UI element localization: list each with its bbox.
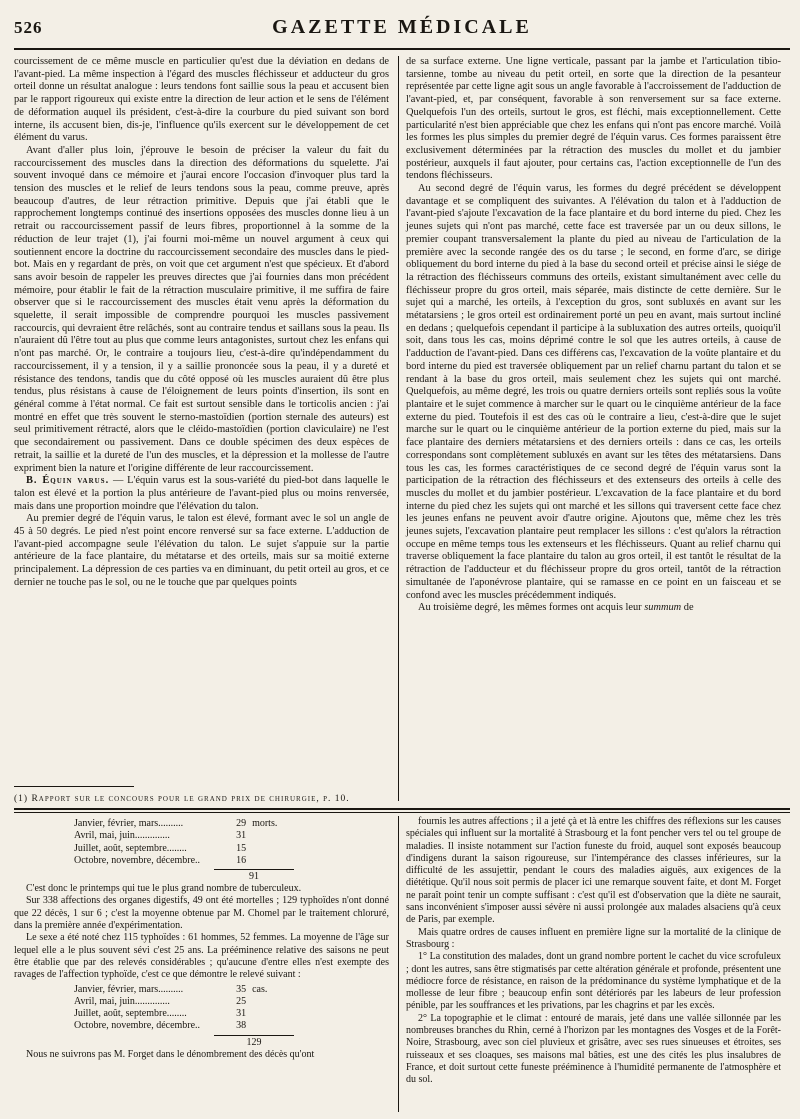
table-cell-label: Avril, mai, juin.............. (74, 830, 170, 842)
table-cell-label: Octobre, novembre, décembre.. (74, 854, 201, 866)
bottom-section (14, 816, 790, 1112)
table-cell-value: 25 (236, 995, 247, 1007)
page-header (14, 8, 790, 48)
table-cell-suffix (252, 855, 283, 867)
left-paragraph-1: courcissement de ce même muscle en particulier qu'est due la déviation en dedans de l'avant-pied. La même inspection à l'égard des muscles fléchisseur et adducteur du gros orteil donne un résultat analogue : leurs tendons font saillie sous la peau et accusent bien par le rapport rigoureux qui existe entre la direction de leur action et le sens de l'élément de déformation auquel ils président, c'est-à-dire la courbure du pied suivant son bord interne, ils accusent bien, dis-je, l'influence qu'ils exercent sur le développement de cet élément du varus. (14, 56, 389, 144)
table-cell-suffix: cas. (252, 983, 268, 995)
typhoid-table (74, 984, 273, 1033)
table-row (74, 1020, 273, 1032)
table-cell-label: Janvier, février, mars.......... (74, 983, 184, 995)
table-cell-suffix (252, 996, 273, 1008)
table-cell-value: 35 (236, 983, 247, 995)
right-end-italic: summum (644, 602, 682, 614)
mortality-total: 91 (214, 869, 294, 883)
section-b-heading: B. Équin varus. (26, 475, 110, 487)
bottom-left-paragraph-4: Nous ne suivrons pas M. Forget dans le dénombrement des décès qu'ont (26, 1048, 315, 1060)
table-row (74, 830, 283, 842)
bottom-left-paragraph-1: C'est donc le printemps qui tue le plus grand nombre de tuberculeux. (26, 883, 302, 895)
bottom-left-column (14, 816, 389, 1061)
right-end-text: Au troisième degré, les mêmes formes ont acquis leur (418, 602, 645, 614)
table-cell-value: 29 (236, 818, 247, 829)
table-cell-label: Janvier, février, mars.......... (74, 818, 184, 829)
header-rule (14, 48, 790, 50)
bottom-right-paragraph-4: 2° La topographie et le climat : entouré de marais, jeté dans une vallée sillonnée par les nombreuses branches du Rhin, cerné à l'horizon par les montagnes des Vosges et de la Forêt-Noire, Strasbourg, avec son ciel pluvieux et grisâtre, avec ses rues sinueuses et étroites, ses ruisseaux et ses cloaques, ses maisons mal bâties, est une des cités les plus insalubres de France, et doit surtout cette funeste prééminence à l'humidité permanente de l'atmosphère et du sol. (406, 1012, 781, 1086)
bottom-right-paragraph-3: 1° La constitution des malades, dont un grand nombre portent le cachet du vice scrofuleux ; dont les autres, sans être stigmatisés par cette altération générale et profonde, présentent une médiocre force de résistance, en raison de la prédominance du système lymphatique et de la mollesse de leur fibre ; beaucoup enfin sont détériorés par les labeurs de leur profession pénible, par les souffrances et les privations, par les chagrins et par les excès. (406, 951, 781, 1012)
bottom-left-paragraph-2: Sur 338 affections des organes digestifs, 49 ont été mortelles ; 129 typhoïdes n'ont donné que 22 décès, 1 sur 6 ; c'est la moyenne obtenue par M. Chomel par le traitement chloruré, dans la première année d'expérimentation. (14, 895, 389, 932)
table-cell-label: Juillet, août, septembre........ (74, 842, 187, 854)
section-separator (14, 808, 790, 813)
left-paragraph-end: Au premier degré de l'équin varus, le talon est élevé, formant avec le sol un angle de 45 à 50 degrés. Le pied n'est point encore renversé sur sa face externe. L'adduction de l'avant-pied accompagne seule l'élévation du talon. Le sujet s'appuie sur la partie antérieure de la face plantaire, du métatarse et des orteils, mais sur sa moitié externe principalement. La dépression de ces parties va en diminuant, du petit orteil au gros, et ce dernier ne touche pas le sol, ou ne le touche que par quelques points (14, 513, 389, 588)
table-cell-value: 38 (236, 1020, 247, 1032)
bottom-right-column (406, 816, 781, 1087)
footnote-rule (14, 786, 134, 787)
table-cell-label: Avril, mai, juin.............. (74, 995, 170, 1007)
right-paragraph-end (406, 602, 781, 615)
journal-title: GAZETTE MÉDICALE (272, 16, 532, 38)
column-divider (398, 56, 399, 801)
section-b-text: — L'équin varus est la sous-variété du pied-bot dans laquelle le talon est élevé et la portion la plus antérieure de l'avant-pied plus ou moins renversée, mais dans une proportion moindre que l'élévation du talon. (14, 475, 389, 512)
table-cell-suffix (252, 830, 283, 842)
left-column (14, 56, 389, 590)
right-paragraph-2: Au second degré de l'équin varus, les formes du degré précédent se développent davantage et se compliquent des suivantes. A l'élévation du talon et à l'adduction de l'avant-pied s'ajoute l'excavation de la face plantaire et du bord interne du pied. Chez les jeunes sujets qui n'ont pas marché, cette face est traversée par un ou deux sillons, le premier coupant transversalement la plante du pied au niveau de l'articulation de la première avec la seconde rangée des os du tarse ; le second, en forme d'arc, se dirige obliquement du bord interne du pied à la base du second orteil et précise ainsi le siége de la rétraction des fléchisseurs communs des orteils, existant simultanément avec celle du fléchisseur propre du gros orteil, mais séparée, mais distincte de cette dernière. Sur le sujet qui a marché, les orteils, à l'exception du gros, sont subluxés en avant sur les métatarsiens ; le gros orteil est ordinairement porté un peu en avant, mais surtout incliné en dedans ; quelquefois cependant il participe à la subluxation des autres orteils, quoiqu'il soit, dans tous les cas, moins déprimé contre le sol que les autres orteils, à cause de l'adduction de l'avant-pied. Dans ces différens cas, l'excavation de la voûte plantaire et du bord interne du pied est traversée obliquement par un relief charnu partant du talon et se rendant à la base du gros orteil, mais seulement chez les sujets qui ont marché. Quelquefois, au même degré, les trois ou quatre derniers orteils sont repliés sous la voûte plantaire et le sujet commence à marcher sur le quart ou le cinquième antérieur de la face externe du pied. Toutefois il est des cas où le contraire a lieu, c'est-à-dire que le sujet marche sur le quart ou le cinquième antérieur de la portion externe du pied, mais sur la face plantaire des derniers métatarsiens et des derniers orteils : dans ce cas, les orteils correspondans sont complètement subluxés en avant sur les têtes des métatarsiens. Dans tous les cas, les formes caractéristiques de ce second degré de l'équin varus sont la participation de la rétraction des fléchisseurs et des extenseurs des orteils à celle des muscles du mollet et du jambier postérieur. L'excavation de la face plantaire et du bord interne du pied chez les sujets qui ont marché et les sillons qui traversent cette face chez les jeunes enfans ne peuvent avoir d'autre origine. Ajoutons que, même chez les très jeunes sujets, l'excavation plantaire peut remplacer les sillons : c'est qu'alors la rétraction occupe en même temps tous les extenseurs et les fléchisseurs. Quant au relief charnu qui traverse obliquement la face plantaire du talon au gros orteil, il est tantôt le résultat de la rétraction de l'adducteur et du fléchisseur propre du gros orteil, tantôt de la rétraction simultanée de l'aponévrose plantaire, qui se ramasse en ce point en un faisceau et se confond avec les muscles précédemment indiqués. (406, 183, 781, 601)
right-paragraph-1: de sa surface externe. Une ligne verticale, passant par la jambe et l'articulation tibio-tarsienne, tombe au niveau du petit orteil, en sorte que la direction de la pesanteur représentée par cette ligne agit sous un angle favorable à l'accroissement de l'adduction de l'avant-pied, et, par conséquent, favorable à son renversement sur sa face externe. Quelquefois l'un des orteils, surtout le gros, est fléchi, mais exceptionnellement. Cette particularité n'est bien appréciable que chez les enfans qui n'ont pas encore marché. Voilà les formes les plus simples du premier degré de l'équin varus. Ces formes paraissent être exclusivement déterminées par la rétraction des muscles du mollet et du jambier postérieur, auxquels il faut ajouter, pour certains cas, l'action exceptionnelle de l'un des tendons fléchisseurs. (406, 56, 781, 182)
bottom-right-paragraph-1: fournis les autres affections ; il a jeté çà et là entre les chiffres des réflexions sur les causes spéciales qui influent sur la mortalité à Strasbourg et la font pencher vers tel ou tel groupe de maladies. Il insiste notamment sur l'action funeste du froid, auquel sont exposés beaucoup d'indigens durant la saison rigoureuse, sur l'intempérance des classes inférieures, sur la difficulté de les assujettir, pendant le cours des maladies aiguës, aux exigences de la diététique. Qu'il nous soit permis de placer ici une remarque souvent faite, et dont M. Forget ne paraît point tenir un compte suffisant : c'est qu'il est d'observation que la diète ne saurait, sans inconvénient s'imposer aussi sévère ni aussi prolongée aux malades alsaciens qu'à ceux de Paris, par exemple. (406, 816, 781, 926)
bottom-right-paragraph-2: Mais quatre ordres de causes influent en première ligne sur la mortalité de la clinique de Strasbourg : (406, 926, 781, 950)
table-cell-value: 31 (236, 1008, 247, 1020)
table-row (74, 1008, 273, 1020)
mortality-table (74, 818, 283, 867)
table-cell-value: 16 (236, 854, 247, 866)
journal-page (14, 8, 790, 1112)
table-cell-suffix: morts. (252, 818, 278, 829)
table-cell-suffix (252, 1008, 273, 1020)
table-row (74, 818, 283, 830)
table-cell-label: Octobre, novembre, décembre.. (74, 1020, 201, 1032)
table-row (74, 984, 273, 996)
footnote: (1) Rapport sur le concours pour le grand prix de chirurgie, p. 10. (14, 794, 350, 804)
right-end-tail: de (681, 602, 694, 614)
table-row (74, 996, 273, 1008)
page-number: 526 (14, 18, 43, 37)
table-cell-value: 31 (236, 830, 247, 842)
right-column (406, 56, 781, 615)
bottom-left-paragraph-3: Le sexe a été noté chez 115 typhoïdes : 61 hommes, 52 femmes. La moyenne de l'âge sur lequel elle a le plus souvent sévi c'est 25 ans. La prééminence relative des saisons ne peut être établie que par des relevés considérables ; qu'aucune d'entre elles n'est exempte des ravages de l'affection typhoïde, c'est ce que démontre le relevé suivant : (14, 932, 389, 981)
table-row (74, 855, 283, 867)
table-row (74, 843, 283, 855)
left-paragraph-2: Avant d'aller plus loin, j'éprouve le besoin de préciser la valeur du fait du raccourcissement des muscles dans la direction des déformations du squelette. J'ai souvent invoqué dans ce mémoire et j'aurai encore l'occasion d'invoquer plus tard la tension des muscles et le relief de leurs tendons sous la peau, comme preuve, après beaucoup d'autres, de leur rétraction primitive. Depuis que j'ai établi que le rapprochement longtemps continué des insertions opposées des muscles donne lieu à un retrait ou raccourcissement passif de leurs fibres, proportionnel à la somme de la réduction de leur trajet (1), j'ai fourni moi-même un nouvel argument à ceux qui soutiennent encore la doctrine du raccourcissement secondaire des muscles dans le pied-bot. Mais en y regardant de près, on voit que cet argument n'est que spécieux. Et d'abord sans avoir besoin de rappeler les preuves directes que j'ai fournies dans mon précédent mémoire, pour établir le fait de la rétraction musculaire primitive, il me suffira de faire observer que si le raccourcissement des muscles était venu après la déformation du squelette, il serait impossible de comprendre pourquoi les muscles passivement raccourcis, qui devraient être relâchés, sont au contraire tendus et saillans sous la peau. Ils n'auraient dû l'être tout au plus que comme leurs antagonistes, surtout chez les enfans qui n'ont pas marché. Or, le contraire a toujours lieu, c'est-à-dire qu'indépendamment du raccourcissement, il y a tension, il y a saillie prononcée sous la peau, il y a dureté et résistance des tendons, tandis que du côté opposé où les muscles auraient dû être plus tendus, plus résistans à cause de l'éloignement de leurs points d'insertion, ils sont en général comme à l'état normal. Ce fait est surtout sensible dans le torticolis ancien : j'ai montré en effet que très souvent le sterno-mastoïdien (portion sternale des auteurs) est seul primitivement rétracté, alors que le cléido-mastoïdien (portion claviculaire) ne l'est que secondairement ou passivement. Dans ce double spécimen des deux espèces de retrait, la saillie et la dureté de l'un des muscles, et la dépression et la mollesse de l'autre expriment bien la nature et l'origine différente de leur raccourcissement. (14, 144, 389, 474)
section-b-paragraph (14, 475, 389, 513)
table-cell-suffix (252, 843, 283, 855)
bottom-column-divider (398, 816, 399, 1112)
table-cell-label: Juillet, août, septembre........ (74, 1008, 187, 1020)
table-cell-value: 15 (236, 842, 247, 854)
table-cell-suffix (252, 1020, 273, 1032)
article-columns (14, 56, 790, 801)
typhoid-total: 129 (214, 1035, 294, 1049)
